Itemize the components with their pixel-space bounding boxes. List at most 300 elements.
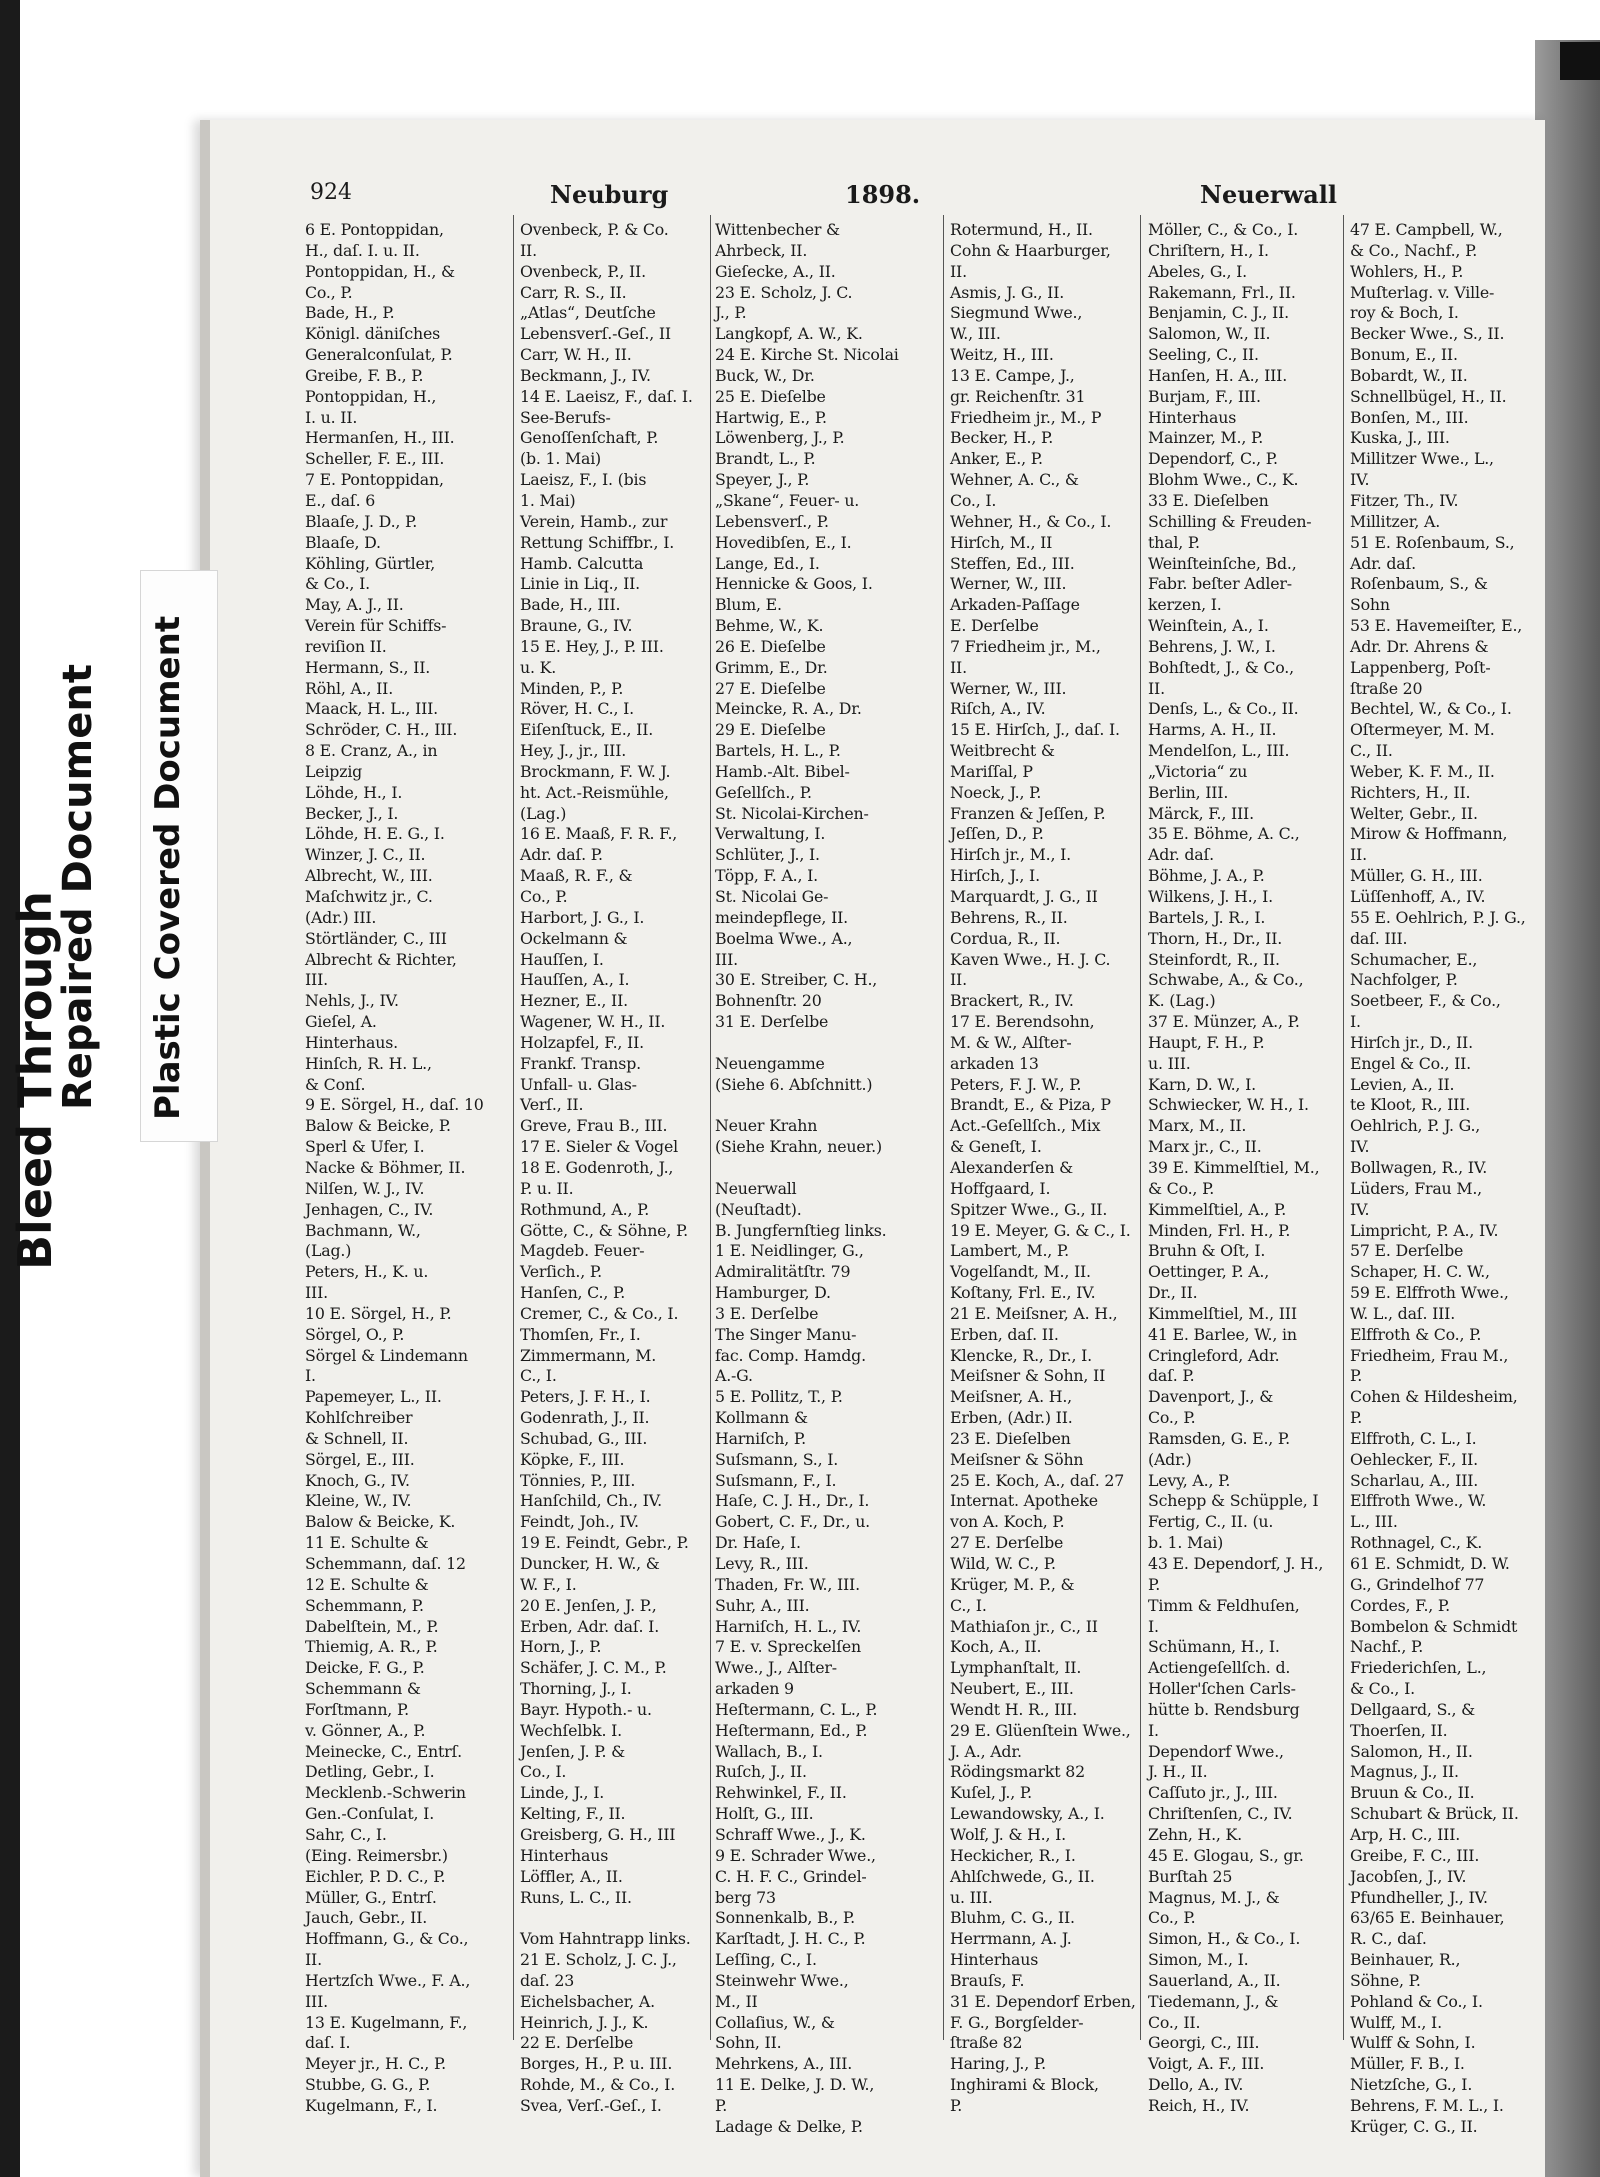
directory-line: Benjamin, C. J., II. — [1148, 303, 1289, 323]
directory-line: 31 E. Derſelbe — [715, 1012, 829, 1032]
corner-mark — [1560, 42, 1600, 80]
directory-line: Elffroth & Co., P. — [1350, 1324, 1482, 1344]
directory-line: 24 E. Kirche St. Nicolai — [715, 345, 899, 365]
directory-line: Elffroth, C. L., I. — [1350, 1428, 1477, 1448]
directory-line: & Co., P. — [1148, 1178, 1215, 1198]
directory-line: Meiſsner, A. H., — [950, 1387, 1072, 1407]
directory-line: Simon, H., & Co., I. — [1148, 1929, 1301, 1949]
directory-line: Kollmann & — [715, 1408, 808, 1428]
directory-line: Adr. daſ. — [1148, 845, 1214, 865]
directory-line: P. — [1148, 1574, 1161, 1594]
directory-line: Levien, A., II. — [1350, 1074, 1455, 1094]
directory-line: Thorn, H., Dr., II. — [1148, 928, 1283, 948]
directory-line: Schümann, H., I. — [1148, 1637, 1280, 1657]
directory-line: Hauſſen, A., I. — [520, 970, 630, 990]
directory-line: Bruun & Co., II. — [1350, 1783, 1475, 1803]
directory-line: Leſſing, C., I. — [715, 1950, 817, 1970]
directory-line: 59 E. Elffroth Wwe., — [1350, 1283, 1509, 1303]
directory-line: Hoffmann, G., & Co., — [305, 1929, 469, 1949]
directory-line: Löffler, A., II. — [520, 1866, 623, 1886]
directory-line: Oettinger, P. A., — [1148, 1262, 1270, 1282]
directory-line: Spitzer Wwe., G., II. — [950, 1199, 1108, 1219]
directory-line: J. A., Adr. — [950, 1741, 1022, 1761]
directory-line: C., I. — [520, 1366, 557, 1386]
directory-line: Mariſſal, P — [950, 761, 1033, 781]
directory-column-6 — [1350, 220, 1560, 2136]
directory-line — [520, 1908, 722, 1929]
directory-line: Wilkens, J. H., I. — [1148, 887, 1273, 906]
directory-line: 25 E. Koch, A., daſ. 27 — [950, 1470, 1125, 1490]
directory-line: Sohn, II. — [715, 2033, 782, 2053]
directory-line: Sörgel & Lindemann — [305, 1345, 468, 1365]
directory-line: Mecklenb.-Schwerin — [305, 1783, 466, 1803]
directory-line: Deicke, F. G., P. — [305, 1658, 425, 1678]
directory-line: Verein, Hamb., zur — [520, 511, 668, 531]
directory-line: 20 E. Jenſen, J. P., — [520, 1595, 657, 1615]
directory-line: Unfall- u. Glas- — [520, 1074, 637, 1094]
directory-line: Co., I. — [520, 1762, 567, 1782]
directory-line: kerzen, I. — [1148, 595, 1222, 615]
directory-line: The Singer Manu- — [715, 1324, 857, 1344]
directory-line: Kohlſchreiber — [305, 1408, 413, 1428]
directory-line: Boelma Wwe., A., — [715, 928, 853, 948]
directory-line: 55 E. Oehlrich, P. J. G., — [1350, 907, 1526, 927]
column-divider — [943, 215, 944, 2040]
directory-line: Anker, E., P. — [950, 449, 1043, 469]
directory-line: 1 E. Neidlinger, G., — [715, 1241, 864, 1261]
directory-line: Cringleford, Adr. — [1148, 1345, 1280, 1365]
directory-line: Königl. däniſches — [305, 324, 441, 344]
directory-line: Nilſen, W. J., IV. — [305, 1178, 425, 1198]
directory-line: Köhling, Gürtler, — [305, 553, 436, 573]
directory-line: Runs, L. C., II. — [520, 1887, 632, 1907]
directory-line: Burſtah 25 — [1148, 1866, 1233, 1886]
directory-line: Denſs, L., & Co., II. — [1148, 699, 1299, 719]
directory-line: Meincke, R. A., Dr. — [715, 699, 862, 719]
directory-line: Lebensverſ., P. — [715, 511, 829, 531]
directory-line: Genoſſenſchaft, P. — [520, 428, 659, 448]
directory-line: u. III. — [950, 1887, 993, 1907]
directory-line: Schwabe, A., & Co., — [1148, 970, 1304, 990]
directory-line: 53 E. Havemeiſter, E., — [1350, 616, 1523, 636]
directory-line: Bollwagen, R., IV. — [1350, 1157, 1488, 1177]
directory-line: Kuſel, J., P. — [950, 1783, 1032, 1803]
directory-line: Hoffgaard, I. — [950, 1178, 1051, 1198]
directory-line: Bade, H., III. — [520, 595, 621, 615]
directory-line: Heinrich, J. J., K. — [520, 2012, 649, 2032]
directory-line: Röhl, A., II. — [305, 678, 394, 698]
directory-line: Fabr. beſter Adler- — [1148, 574, 1292, 594]
directory-line: C., II. — [1350, 741, 1393, 761]
directory-line: Neuerwall — [715, 1178, 797, 1198]
directory-line: 15 E. Hey, J., P. III. — [520, 636, 664, 656]
directory-line: daſ. I. — [305, 2033, 351, 2053]
directory-line: Kaven Wwe., H. J. C. — [950, 949, 1111, 969]
directory-line: Erben, Adr. daſ. I. — [520, 1616, 660, 1636]
directory-line: Peters, J. F. H., I. — [520, 1387, 651, 1407]
directory-line: 29 E. Dieſelbe — [715, 720, 826, 740]
directory-line: Suſsmann, F., I. — [715, 1470, 837, 1490]
directory-line: Borges, H., P. u. III. — [520, 2054, 673, 2074]
directory-line: Reich, H., IV. — [1148, 2095, 1250, 2115]
directory-line: Schemmann, P. — [305, 1595, 424, 1615]
directory-line: (Lag.) — [520, 803, 567, 823]
directory-line: Mainzer, M., P. — [1148, 428, 1264, 448]
directory-line: Hertzſch Wwe., F. A., — [305, 1970, 471, 1990]
directory-line: Hermann, S., II. — [305, 657, 431, 677]
directory-column-3 — [715, 220, 917, 2136]
directory-line: Thomſen, Fr., I. — [520, 1324, 641, 1344]
directory-line: I. u. II. — [305, 407, 358, 427]
directory-line: Brandt, L., P. — [715, 449, 816, 469]
directory-line: Koch, A., II. — [950, 1637, 1042, 1657]
directory-line: Bruhn & Oſt, I. — [1148, 1241, 1266, 1261]
directory-line: Steffen, Ed., III. — [950, 553, 1075, 573]
directory-line: Scharlau, A., III. — [1350, 1470, 1479, 1490]
directory-line: Oehlrich, P. J. G., — [1350, 1116, 1481, 1136]
directory-line: Maſchwitz jr., C. — [305, 887, 433, 906]
directory-line: u. K. — [520, 657, 557, 677]
directory-line: Rothnagel, C., K. — [1350, 1533, 1483, 1553]
directory-line: Engel & Co., II. — [1350, 1053, 1472, 1073]
directory-line: II. — [950, 261, 967, 281]
directory-line: Inghirami & Block, — [950, 2075, 1099, 2095]
directory-line: 30 E. Streiber, C. H., — [715, 970, 878, 990]
directory-line: arkaden 13 — [950, 1053, 1039, 1073]
directory-line: Franzen & Jeſſen, P. — [950, 803, 1106, 823]
directory-line: Thiemig, A. R., P. — [305, 1637, 438, 1657]
directory-line: Ovenbeck, P. & Co. — [520, 220, 669, 239]
directory-line: 45 E. Glogau, S., gr. — [1148, 1845, 1304, 1865]
directory-line: Schubad, G., III. — [520, 1428, 648, 1448]
directory-line: Internat. Apotheke — [950, 1491, 1098, 1511]
directory-line: „Atlas“, Deutſche — [520, 303, 656, 323]
directory-line: 7 E. v. Spreckelſen — [715, 1637, 861, 1657]
directory-line: Jeſſen, D., P. — [950, 824, 1044, 844]
directory-line: Ovenbeck, P., II. — [520, 261, 646, 281]
directory-line: Wehner, A. C., & — [950, 470, 1079, 490]
directory-line: Fertig, C., II. (u. — [1148, 1512, 1274, 1532]
directory-line: 37 E. Münzer, A., P. — [1148, 1012, 1300, 1032]
directory-line: Hanſchild, Ch., IV. — [520, 1491, 662, 1511]
directory-line: 8 E. Cranz, A., in — [305, 741, 438, 761]
directory-line: Geſellſch., P. — [715, 782, 812, 802]
directory-line: von A. Koch, P. — [950, 1512, 1065, 1532]
directory-line: u. III. — [1148, 1053, 1191, 1073]
directory-line: Georgi, C., III. — [1148, 2033, 1260, 2053]
directory-line — [715, 1033, 917, 1054]
directory-line: 61 E. Schmidt, D. W. — [1350, 1554, 1510, 1573]
directory-line: II. — [305, 1950, 322, 1970]
directory-line: 13 E. Campe, J., — [950, 365, 1075, 385]
directory-line: Papemeyer, L., II. — [305, 1387, 442, 1407]
directory-line: Magnus, M. J., & — [1148, 1887, 1280, 1907]
directory-line: Duncker, H. W., & — [520, 1554, 660, 1573]
directory-line: St. Nicolai Ge- — [715, 887, 829, 906]
directory-line: Maaß, R. F., & — [520, 866, 633, 886]
directory-line: Haupt, F. H., P. — [1148, 1032, 1265, 1052]
directory-line: Becker Wwe., S., II. — [1350, 324, 1505, 344]
directory-line: Millitzer, A. — [1350, 511, 1441, 531]
directory-line: Wittenbecher & — [715, 220, 840, 239]
directory-line: ſtraße 20 — [1350, 678, 1423, 698]
directory-line: 27 E. Dieſelbe — [715, 678, 826, 698]
directory-line: I. — [1350, 1012, 1361, 1032]
directory-line: Zehn, H., K. — [1148, 1824, 1242, 1844]
directory-line: Brockmann, F. W. J. — [520, 761, 671, 781]
directory-line: Müller, F. B., I. — [1350, 2054, 1465, 2074]
directory-line: Rehwinkel, F., II. — [715, 1783, 847, 1803]
directory-line: 51 E. Roſenbaum, S., — [1350, 532, 1515, 552]
directory-line: Mehrkens, A., III. — [715, 2054, 853, 2074]
directory-line: M. & W., Alſter- — [950, 1032, 1072, 1052]
directory-line: Weinſteinſche, Bd., — [1148, 553, 1297, 573]
directory-line: Beinhauer, R., — [1350, 1950, 1461, 1970]
directory-line: Becker, H., P. — [950, 428, 1054, 448]
directory-line: 35 E. Böhme, A. C., — [1148, 824, 1300, 844]
directory-line: Hinſch, R. H. L., — [305, 1053, 432, 1073]
directory-line: Asmis, J. G., II. — [950, 282, 1065, 302]
directory-line: J. H., II. — [1148, 1762, 1208, 1782]
directory-line: Blaaſe, D. — [305, 532, 381, 552]
directory-line: II. — [1350, 845, 1367, 865]
directory-line: Sahr, C., I. — [305, 1824, 387, 1844]
directory-line: Elffroth Wwe., W. — [1350, 1491, 1487, 1511]
directory-line: Brackert, R., IV. — [950, 991, 1074, 1011]
directory-line: Schepp & Schüpple, I — [1148, 1491, 1319, 1511]
directory-line: Suhr, A., III. — [715, 1595, 810, 1615]
directory-line: berg 73 — [715, 1887, 776, 1907]
directory-line: Nachfolger, P. — [1350, 970, 1458, 990]
directory-line: M., II — [715, 1991, 758, 2011]
directory-line: Actiengeſellſch. d. — [1148, 1658, 1291, 1678]
directory-line: Lewandowsky, A., I. — [950, 1804, 1105, 1824]
directory-line: Rothmund, A., P. — [520, 1199, 650, 1219]
directory-line: Sperl & Ufer, I. — [305, 1137, 425, 1157]
directory-line: Muſterlag. v. Ville- — [1350, 282, 1495, 302]
left-running-title: Neuburg — [550, 180, 669, 209]
directory-line: Chriſtern, H., I. — [1148, 240, 1269, 260]
directory-line: Behrens, F. M. L., I. — [1350, 2095, 1504, 2115]
directory-line: Eichler, P. D. C., P. — [305, 1866, 446, 1886]
directory-line: Dr. Haſe, I. — [715, 1533, 801, 1553]
directory-line: P. — [1350, 1366, 1363, 1386]
directory-line: Verſ., II. — [520, 1095, 584, 1115]
directory-line: Langkopf, A. W., K. — [715, 324, 863, 344]
directory-line: Thaden, Fr. W., III. — [715, 1574, 860, 1594]
directory-line: Dependorf, C., P. — [1148, 449, 1278, 469]
directory-line: Schwiecker, W. H., I. — [1148, 1095, 1309, 1115]
directory-line: Levy, R., III. — [715, 1554, 809, 1573]
directory-line: F. G., Borgſelder- — [950, 2012, 1084, 2032]
directory-line: Schnellbügel, H., II. — [1350, 386, 1507, 406]
directory-column-2 — [520, 220, 722, 2115]
directory-line: Balow & Beicke, K. — [305, 1512, 456, 1532]
directory-line: daſ. P. — [1148, 1366, 1195, 1386]
directory-line: Cordua, R., II. — [950, 928, 1061, 948]
directory-line: Nehls, J., IV. — [305, 991, 399, 1011]
directory-line: Neuer Krahn — [715, 1116, 818, 1136]
directory-line: Buck, W., Dr. — [715, 365, 815, 385]
directory-line: Löwenberg, J., P. — [715, 428, 845, 448]
directory-line: Wehner, H., & Co., I. — [950, 511, 1112, 531]
directory-line: Greve, Frau B., III. — [520, 1116, 668, 1136]
directory-line: Bechtel, W., & Co., I. — [1350, 699, 1512, 719]
directory-line: 31 E. Dependorf Erben, — [950, 1991, 1136, 2011]
directory-line: Hirſch, J., I. — [950, 866, 1040, 886]
directory-line: 22 E. Derſelbe — [520, 2033, 634, 2053]
directory-line: Marx, M., II. — [1148, 1116, 1247, 1136]
directory-line: Erben, daſ. II. — [950, 1324, 1059, 1344]
directory-line: II. — [1148, 678, 1165, 698]
directory-column-4 — [950, 220, 1152, 2115]
directory-line: Stubbe, G. G., P. — [305, 2075, 431, 2095]
directory-line: Millitzer Wwe., L., — [1350, 449, 1494, 469]
directory-line: Braune, G., IV. — [520, 616, 633, 636]
directory-line: Heſtermann, C. L., P. — [715, 1699, 878, 1719]
directory-line: 7 Friedheim jr., M., — [950, 636, 1101, 656]
directory-line: Kleine, W., IV. — [305, 1491, 412, 1511]
directory-line: Cohen & Hildesheim, — [1350, 1387, 1518, 1407]
directory-line: (Siehe Krahn, neuer.) — [715, 1137, 882, 1157]
directory-line: Laeisz, F., I. (bis — [520, 470, 647, 490]
directory-line: Hauſſen, I. — [520, 949, 604, 969]
directory-line: Dependorf Wwe., — [1148, 1741, 1284, 1761]
directory-line: 1. Mai) — [520, 490, 576, 510]
directory-line: Meiſsner & Söhn — [950, 1449, 1084, 1469]
directory-line: Burjam, F., III. — [1148, 386, 1261, 406]
directory-line: Tiedemann, J., & — [1148, 1991, 1279, 2011]
directory-line: H., daſ. I. u. II. — [305, 240, 420, 260]
directory-line: Bohnenſtr. 20 — [715, 991, 822, 1011]
directory-line: Sauerland, A., II. — [1148, 1970, 1281, 1990]
directory-line: Friedheim, Frau M., — [1350, 1345, 1509, 1365]
directory-line: Pontoppidan, H., & — [305, 261, 455, 281]
directory-line: Schraff Wwe., J., K. — [715, 1824, 866, 1844]
directory-line: Heſtermann, Ed., P. — [715, 1720, 868, 1740]
directory-line: Harniſch, H. L., IV. — [715, 1616, 862, 1636]
directory-line: 21 E. Scholz, J. C. J., — [520, 1950, 677, 1970]
directory-line: (Lag.) — [305, 1241, 352, 1261]
directory-line: 17 E. Sieler & Vogel — [520, 1137, 678, 1157]
directory-line: Bohſtedt, J., & Co., — [1148, 657, 1294, 677]
directory-line: (Adr.) III. — [305, 907, 377, 927]
directory-line: 21 E. Meiſsner, A. H., — [950, 1303, 1118, 1323]
directory-line: Lüſſenhoff, A., IV. — [1350, 887, 1486, 906]
directory-line: 19 E. Feindt, Gebr., P. — [520, 1533, 689, 1553]
directory-line: II. — [950, 970, 967, 990]
directory-line: Greibe, F. B., P. — [305, 365, 424, 385]
directory-line: Wendt H. R., III. — [950, 1699, 1078, 1719]
directory-line: Arp, H. C., III. — [1350, 1824, 1461, 1844]
directory-line: Cordes, F., P. — [1350, 1595, 1450, 1615]
directory-line: Wohlers, H., P. — [1350, 261, 1464, 281]
directory-line: See-Berufs- — [520, 407, 611, 427]
directory-line: Röver, H. C., I. — [520, 699, 635, 719]
directory-line: 41 E. Barlee, W., in — [1148, 1324, 1297, 1344]
directory-line: Lüders, Frau M., — [1350, 1178, 1482, 1198]
directory-line: Karn, D. W., I. — [1148, 1074, 1256, 1094]
directory-line: Sonnenkalb, B., P. — [715, 1908, 855, 1928]
directory-line: Möller, C., & Co., I. — [1148, 220, 1299, 239]
directory-line: & Conſ. — [305, 1074, 366, 1094]
directory-line: J., P. — [715, 303, 747, 323]
directory-line: Becker, J., I. — [305, 803, 399, 823]
page-number: 924 — [310, 180, 352, 205]
directory-line: 9 E. Schrader Wwe., — [715, 1845, 876, 1865]
directory-line: Schumacher, E., — [1350, 949, 1478, 969]
directory-line: Götte, C., & Söhne, P. — [520, 1220, 689, 1240]
directory-line: (b. 1. Mai) — [520, 449, 602, 469]
directory-line: Schäfer, J. C. M., P. — [520, 1658, 667, 1678]
directory-line: Hartwig, E., P. — [715, 407, 827, 427]
directory-line: Werner, W., III. — [950, 574, 1067, 594]
directory-line: Behrens, R., II. — [950, 907, 1068, 927]
directory-line: 16 E. Maaß, F. R. F., — [520, 824, 678, 844]
directory-line: Ockelmann & — [520, 928, 628, 948]
directory-line: Mirow & Hoffmann, — [1350, 824, 1508, 844]
directory-line: Voigt, A. F., III. — [1148, 2054, 1265, 2074]
directory-line: Siegmund Wwe., — [950, 303, 1083, 323]
directory-line: P. — [950, 2095, 963, 2115]
directory-line: reviſion II. — [305, 636, 387, 656]
directory-line: R. C., daſ. — [1350, 1929, 1427, 1949]
directory-line: E., daſ. 6 — [305, 490, 376, 510]
directory-line: Bartels, J. R., I. — [1148, 907, 1266, 927]
directory-line: Scheller, F. E., III. — [305, 449, 445, 469]
directory-line: Hirſch jr., M., I. — [950, 845, 1071, 865]
directory-line: Ladage & Delke, P. — [715, 2116, 863, 2136]
directory-line: Arkaden-Paſſage — [950, 595, 1080, 615]
directory-line: Krüger, M. P., & — [950, 1574, 1075, 1594]
directory-line: Wulff, M., I. — [1350, 2012, 1442, 2032]
directory-line: Karſtadt, J. H. C., P. — [715, 1929, 866, 1949]
directory-line: Carr, R. S., II. — [520, 282, 627, 302]
directory-line: Schilling & Freuden- — [1148, 511, 1312, 531]
directory-line: daſ. 23 — [520, 1970, 575, 1990]
directory-line: Erben, (Adr.) II. — [950, 1408, 1073, 1428]
directory-line: Timm & Feldhuſen, — [1148, 1595, 1300, 1615]
directory-line: Bartels, H. L., P. — [715, 741, 841, 761]
directory-line: P. u. II. — [520, 1178, 574, 1198]
directory-line: Blaaſe, J. D., P. — [305, 511, 418, 531]
directory-line: Bonum, E., II. — [1350, 345, 1458, 365]
directory-line: 10 E. Sörgel, H., P. — [305, 1303, 452, 1323]
directory-line: Cremer, C., & Co., I. — [520, 1303, 679, 1323]
directory-line: Kimmelſtiel, M., III — [1148, 1303, 1297, 1323]
directory-line: thal, P. — [1148, 532, 1200, 552]
directory-line: v. Gönner, A., P. — [305, 1720, 426, 1740]
directory-line: 15 E. Hirſch, J., daſ. I. — [950, 720, 1120, 740]
directory-line: Simon, M., I. — [1148, 1950, 1249, 1970]
directory-line: Hermanſen, H., III. — [305, 428, 455, 448]
directory-line: Kuska, J., III. — [1350, 428, 1450, 448]
directory-line: Gieſecke, A., II. — [715, 261, 836, 281]
directory-line: Ramsden, G. E., P. — [1148, 1428, 1290, 1448]
directory-line: 57 E. Derſelbe — [1350, 1241, 1464, 1261]
directory-line: 23 E. Scholz, J. C. — [715, 282, 853, 302]
directory-line: & Schnell, II. — [305, 1428, 409, 1448]
directory-line: Abeles, G., I. — [1148, 261, 1248, 281]
directory-line: Maack, H. L., III. — [305, 699, 438, 719]
directory-line: Speyer, J., P. — [715, 470, 810, 490]
directory-line: 14 E. Laeisz, F., daſ. I. — [520, 386, 693, 406]
directory-line: Minden, Frl. H., P. — [1148, 1220, 1291, 1240]
directory-line: Hezner, E., II. — [520, 991, 628, 1011]
directory-line: 63/65 E. Beinhauer, — [1350, 1908, 1505, 1928]
directory-line: II. — [950, 657, 967, 677]
directory-line: Oſtermeyer, M. M. — [1350, 720, 1495, 740]
